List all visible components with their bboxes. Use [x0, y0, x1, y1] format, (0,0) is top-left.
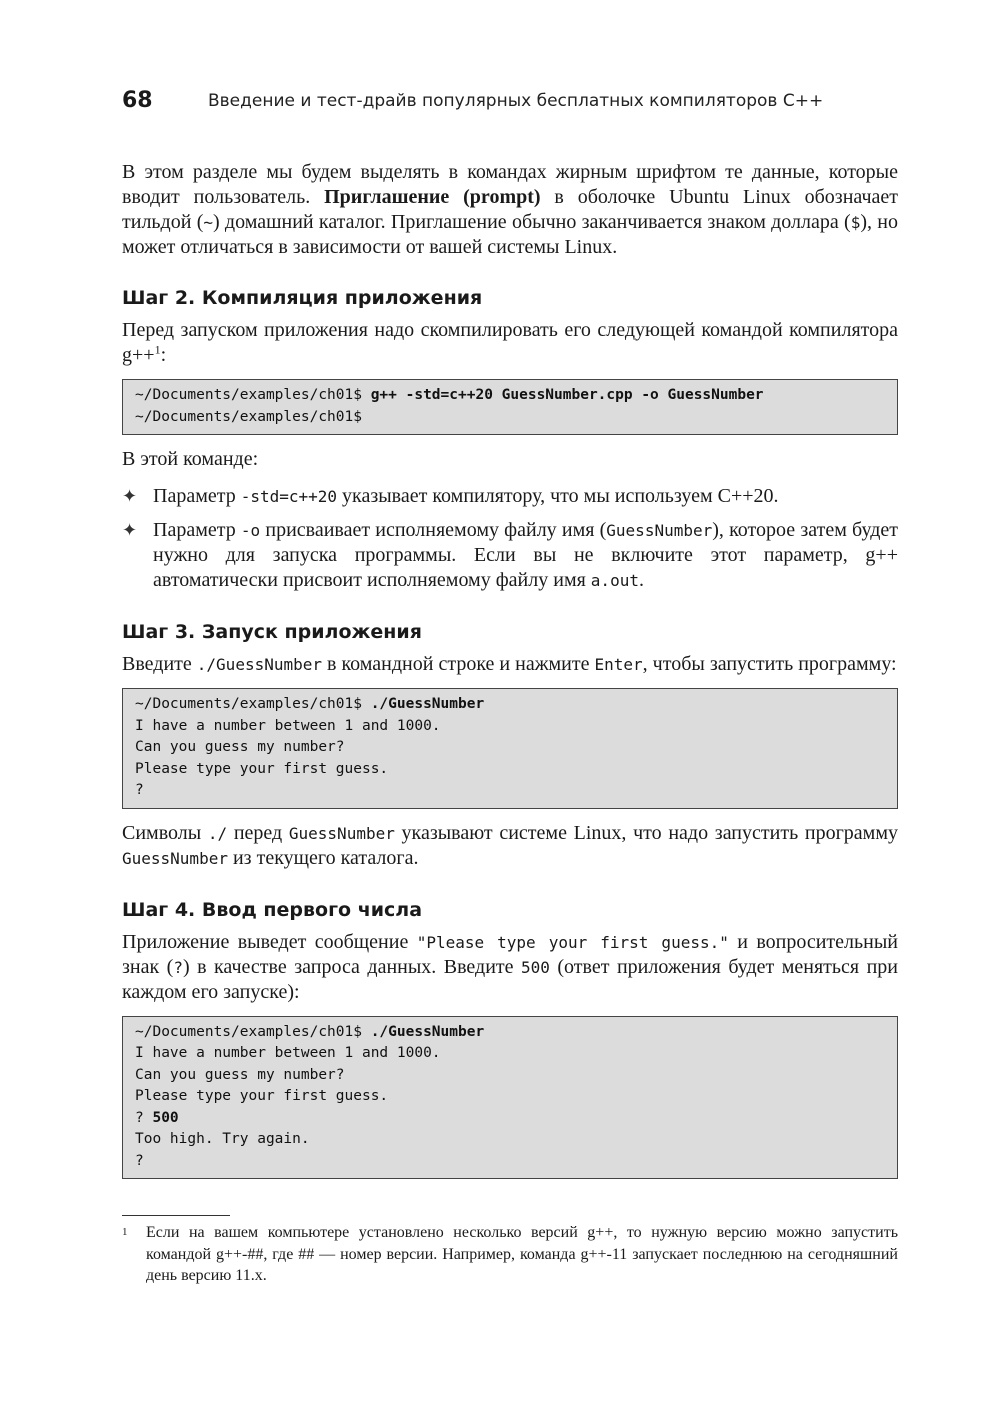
inline-code: "Please type your first guess." — [416, 932, 729, 952]
intro-term-prompt: Приглашение (prompt) — [324, 186, 541, 208]
step2-intro-colon: : — [160, 344, 167, 366]
step3-explanation-text: перед — [227, 821, 289, 844]
step4-intro-text: и вопросительный знак ( — [122, 930, 898, 978]
page-number: 68 — [122, 88, 153, 113]
step2-heading: Шаг 2. Компиляция приложения — [122, 287, 483, 309]
step3-code-block — [122, 688, 898, 809]
step3-explanation-paragraph — [122, 821, 898, 871]
step4-intro-text: (ответ приложения будет меняться при каждом его запуске): — [122, 955, 898, 1003]
parameter-list — [122, 484, 898, 593]
list-item-text: . — [638, 569, 644, 591]
inline-code: ? — [173, 957, 183, 977]
code-user-input: ./GuessNumber — [370, 696, 485, 712]
inline-code: -std=c++20 — [240, 487, 338, 506]
intro-dollar-code: $ — [850, 213, 861, 232]
intro-text: ), но может отличаться в зависимости от вашей системы Linux. — [122, 211, 898, 258]
step4-intro-text: Приложение выведет сообщение — [122, 930, 417, 953]
footnote-mark: 1 — [122, 1226, 128, 1238]
intro-tilde-code: ~ — [203, 213, 213, 232]
footnote-divider — [122, 1215, 230, 1216]
code-output-line: I have a number between 1 and 1000. — [135, 1045, 441, 1061]
code-output-line: Can you guess my number? — [135, 739, 345, 755]
intro-text: ) домашний каталог. Приглашение обычно заканчивается знаком доллара ( — [213, 211, 851, 233]
list-item-text: Параметр — [153, 519, 241, 541]
step3-explanation-text: Символы — [122, 821, 208, 844]
step2-command-paragraph: В этой команде: — [122, 448, 259, 470]
step3-explanation-text: из текущего каталога. — [227, 846, 419, 869]
list-item — [122, 484, 898, 509]
code-output-line: I have a number between 1 and 1000. — [135, 717, 441, 734]
bullet-icon: ✦ — [122, 520, 138, 540]
inline-code: GuessNumber — [288, 823, 395, 843]
footnote — [122, 1222, 898, 1287]
step4-heading: Шаг 4. Ввод первого числа — [122, 898, 423, 921]
intro-text: в оболочке Ubuntu Linux обозначает тильдой ( — [122, 186, 899, 233]
inline-code: 500 — [521, 957, 550, 977]
list-item — [122, 518, 898, 593]
code-output-line: Can you guess my number? — [135, 1066, 345, 1083]
inline-code: Enter — [594, 655, 643, 674]
inline-code: GuessNumber — [606, 521, 713, 540]
step2-intro-text: Перед запуском приложения надо скомпилировать его следующей командой компилятора g++ — [122, 319, 898, 366]
code-user-input: ./GuessNumber — [370, 1023, 485, 1040]
step3-intro-text: Введите — [122, 653, 197, 675]
page-content — [122, 160, 898, 1179]
step4-code-block — [122, 1016, 898, 1180]
inline-code: ./ — [207, 823, 228, 843]
step2-intro-paragraph — [122, 318, 898, 368]
code-prompt: ~/Documents/examples/ch01$ — [135, 1023, 371, 1040]
code-prompt: ? — [135, 1109, 153, 1126]
intro-paragraph — [122, 160, 898, 260]
footnote-text: Если на вашем компьютере установлено несколько версий g++, то нужную версию можно запустить командой g++-##, где ## — номер версии. Например, команда g++-11 запускает последнюю на сегодняшний день версию 11.x. — [146, 1224, 898, 1284]
intro-text: В этом разделе мы будем выделять в командах жирным шрифтом те данные, которые вводит пользователь. — [122, 161, 898, 208]
step2-code-block — [122, 379, 898, 435]
bullet-icon: ✦ — [122, 486, 138, 506]
inline-code: ./GuessNumber — [196, 655, 323, 674]
inline-code: -o — [240, 521, 261, 540]
footnote-reference: 1 — [154, 342, 161, 357]
page-header — [122, 88, 898, 118]
list-item-text: Параметр — [153, 485, 241, 507]
list-item-text: ), которое затем будет нужно для запуска программы. Если вы не включите этот параметр, g++ автоматически присвоит исполняемому файлу имя — [153, 519, 898, 591]
running-title: Введение и тест-драйв популярных бесплатных компиляторов С++ — [208, 91, 824, 111]
code-output-line: Please type your first guess. — [135, 760, 389, 777]
step3-heading: Шаг 3. Запуск приложения — [122, 621, 422, 643]
code-prompt: ~/Documents/examples/ch01$ — [135, 696, 371, 712]
list-item-text: указывает компилятору, что мы используем C++20. — [337, 485, 779, 507]
step3-intro-text: в командной строке и нажмите — [322, 653, 595, 675]
inline-code: GuessNumber — [122, 848, 228, 868]
step4-intro-text: ) в качестве запроса данных. Введите — [182, 955, 522, 978]
code-user-input: g++ -std=c++20 GuessNumber.cpp -o GuessNumber — [370, 387, 764, 403]
code-output-line: ? — [135, 782, 144, 798]
code-prompt: ~/Documents/examples/ch01$ — [135, 408, 362, 425]
step4-intro-paragraph — [122, 930, 898, 1005]
code-output-line: Too high. Try again. — [135, 1131, 310, 1147]
inline-code: a.out — [590, 571, 639, 590]
code-prompt: ~/Documents/examples/ch01$ — [135, 387, 371, 403]
code-user-input: 500 — [152, 1109, 179, 1126]
step3-explanation-text: указывают системе Linux, что надо запустить программу — [394, 821, 898, 844]
step3-intro-paragraph — [122, 652, 898, 677]
code-output-line: Please type your first guess. — [135, 1088, 389, 1104]
step3-intro-text: , чтобы запустить программу: — [642, 653, 897, 675]
code-output-line: ? — [135, 1152, 144, 1169]
list-item-text: присваивает исполняемому файлу имя ( — [260, 519, 607, 541]
